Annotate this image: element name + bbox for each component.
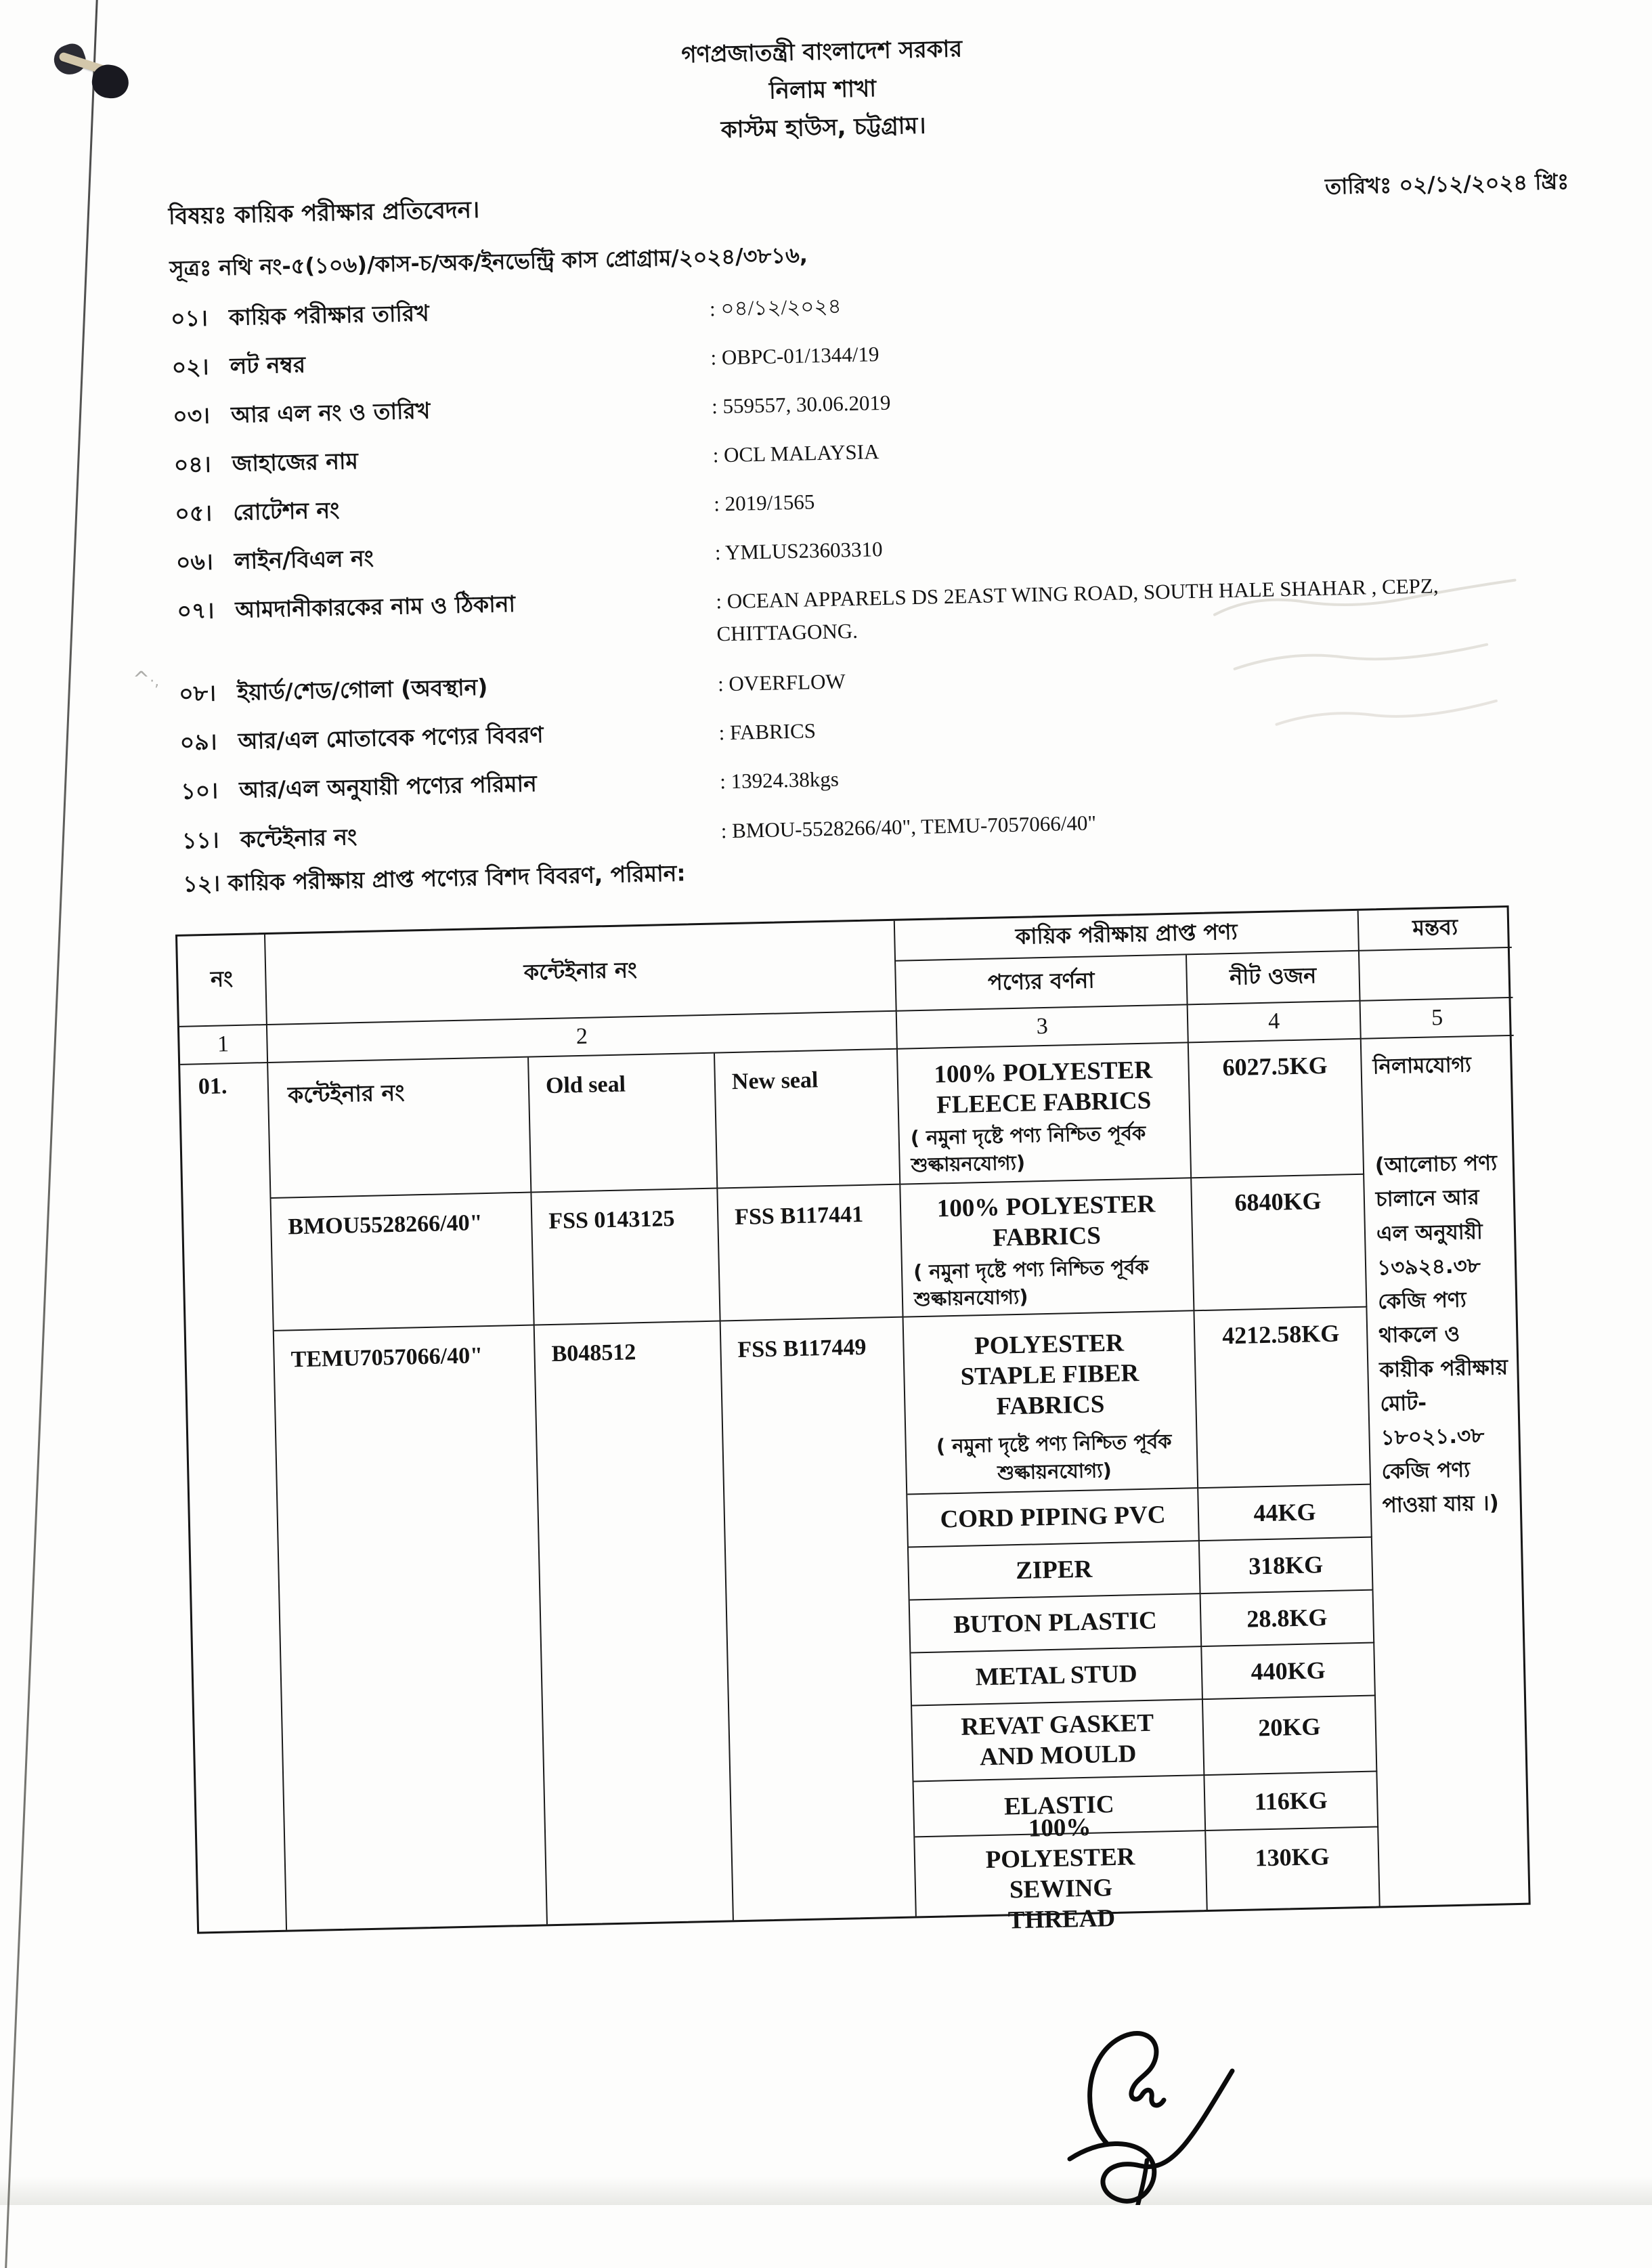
field-label: আর এল নং ও তারিখ [230,397,431,429]
goods-description-7: REVAT GASKET AND MOULD [912,1700,1204,1782]
field-no: ০৮। [178,679,217,708]
field-value: : OBPC-01/1344/19 [710,342,879,370]
remarks-cell [1362,1036,1533,1906]
document-sheet [154,0,1617,2155]
field-no: ১১। [181,826,219,854]
new-seal-value-cell-2: FSS B117449 [721,1318,917,1921]
page-edge-line [5,0,98,2268]
goods-weight-7: 20KG [1203,1696,1377,1776]
field-value: : ০৪/১২/২০২৪ [709,294,842,321]
goods-description-8: ELASTIC [914,1776,1207,1837]
goods-description-3: CORD PIPING PVC [907,1489,1200,1547]
th-description: পণ্যের বর্ণনা [896,955,1188,1011]
field-no: ১০। [180,777,219,805]
section-12-heading: ১২। কায়িক পরীক্ষায় প্রাপ্ত পণ্যের বিশদ বিবরণ, পরিমান: [182,859,686,897]
goods-weight-9: 130KG [1206,1827,1380,1910]
old-seal-value-cell-1: FSS 0143125 [531,1189,720,1326]
col-number-3: 3 [897,1005,1189,1049]
goods-weight-2: 4212.58KG [1194,1308,1371,1489]
field-label: লট নম্বর [230,351,306,380]
report-date: তারিখঃ ০২/১২/২০২৪ খ্রিঃ [1324,168,1569,200]
field-row-container-no [181,796,1550,859]
signature [1007,1999,1251,2205]
goods-weight-4: 318KG [1200,1538,1374,1595]
goods-name: 100% POLYESTER FLEECE FABRICS [934,1056,1153,1119]
field-label: কায়িক পরীক্ষার তারিখ [228,299,430,330]
field-value: : 559557, 30.06.2019 [711,390,891,419]
old-seal-value-cell-2: B048512 [535,1322,734,1925]
field-value: : 2019/1565 [713,490,815,516]
field-no: ০২। [171,353,209,381]
remarks-note: (আলোচ্য পণ্য চালানে আর এল অনুযায়ী ১৩৯২৪.৩৮ কেজি পণ্য থাকলে ও কায়ীক পরীক্ষায় মোট- ১৮০২১.৩৮ কেজি পণ্য পাওয়া যায় ।) [1374,1151,1508,1518]
branch-title: নিলাম শাখা [768,75,877,105]
goods-description-6: METAL STUD [911,1647,1203,1706]
field-no: ০১। [170,304,209,332]
field-row-importer [177,568,1546,662]
goods-description-0 [898,1043,1192,1184]
goods-name: POLYESTER STAPLE FIBER FABRICS [960,1329,1139,1421]
container-header-cell: কন্টেইনার নং [268,1058,531,1199]
subject-line: বিষয়ঃ কায়িক পরীক্ষার প্রতিবেদন। [168,196,480,230]
field-label: লাইন/বিএল নং [234,544,374,575]
field-label: জাহাজের নাম [232,448,359,477]
caret-mark: ^·, [133,668,160,691]
goods-weight-6: 440KG [1202,1644,1376,1700]
col-number-1: 1 [179,1025,268,1065]
field-label: আর/এল মোতাবেক পণ্যের বিবরণ [238,721,544,755]
field-no: ০৩। [172,402,211,429]
field-value: : FABRICS [718,719,817,745]
old-seal-header-cell: Old seal [529,1054,718,1193]
field-value: : OCL MALAYSIA [712,440,879,467]
col-number-5: 5 [1361,998,1514,1040]
field-label: আমদানীকারকের নাম ও ঠিকানা [235,591,516,624]
goods-weight-0: 6027.5KG [1189,1040,1364,1179]
field-value: : YMLUS23603310 [714,537,883,565]
goods-note: ( নমুনা দৃষ্টে পণ্য নিশ্চিত পূর্বক শুল্কায়নযোগ্য) [913,1255,1149,1311]
th-remarks: মন্তব্য [1359,907,1512,951]
goods-weight-8: 116KG [1204,1772,1378,1832]
field-label: ইয়ার্ড/শেড/গোলা (অবস্থান) [236,674,488,706]
field-value: : OCEAN APPARELS DS 2EAST WING ROAD, SOUTH HALE SHAHAR , CEPZ, CHITTAGONG. [716,574,1439,646]
goods-name: 100% POLYESTER FABRICS [936,1190,1156,1253]
serial-cell: 01. [180,1063,287,1932]
goods-weight-3: 44KG [1198,1485,1372,1542]
field-no: ০৬। [175,548,214,576]
th-net-weight: নীট ওজন [1187,951,1361,1006]
remarks-auctionable: নিলামযোগ্য [1372,1052,1472,1079]
goods-description-5: BUTON PLASTIC [910,1594,1202,1653]
th-container: কন্টেইনার নং [265,921,897,1025]
new-seal-value-cell-1: FSS B117441 [718,1185,903,1322]
goods-description-1 [900,1178,1194,1317]
office-title: কাস্টম হাউস, চট্টগ্রাম। [720,112,927,144]
goods-description-4: ZIPER [909,1541,1201,1600]
goods-note: ( নমুনা দৃষ্টে পণ্য নিশ্চিত পূর্বক শুল্কায়নযোগ্য) [936,1430,1172,1484]
reference-line: সূত্রঃ নথি নং-৫(১০৬)/কাস-চ/অক/ইনভেন্ট্রি কাস প্রোগ্রাম/২০২৪/৩৮১৬, [169,242,808,282]
goods-note: ( নমুনা দৃষ্টে পণ্য নিশ্চিত পূর্বক শুল্কায়নযোগ্য) [910,1121,1146,1177]
th-no: নং [177,935,267,1027]
field-label: কন্টেইনার নং [240,823,357,853]
field-value: : BMOU-5528266/40", TEMU-7057066/40" [720,810,1097,842]
examination-table [175,905,1531,1934]
th-remarks-blank [1360,948,1513,1002]
government-title: গণপ্রজাতন্ত্রী বাংলাদেশ সরকার [680,35,963,69]
new-seal-header-cell: New seal [715,1050,900,1189]
scan-bottom-grain [0,2167,1652,2205]
goods-weight-1: 6840KG [1192,1175,1367,1312]
field-value: : 13924.38kgs [719,767,840,794]
field-no: ০৭। [177,597,215,625]
document-header [154,18,1490,161]
th-found-goods: কায়িক পরীক্ষায় প্রাপ্ত পণ্য [895,911,1360,962]
goods-weight-5: 28.8KG [1201,1591,1375,1648]
goods-description-9: 100% POLYESTER SEWING THREAD [915,1831,1207,1916]
col-number-2: 2 [267,1012,898,1063]
field-list [171,275,1550,875]
col-number-4: 4 [1188,1002,1362,1044]
field-no: ০৫। [174,499,213,527]
field-no: ০৯। [179,728,217,756]
container-number-cell-2: TEMU7057066/40" [274,1326,548,1930]
field-value: : OVERFLOW [717,669,846,696]
field-no: ০৪। [173,450,211,478]
container-number-cell-1: BMOU5528266/40" [271,1193,535,1331]
field-label: রোটেশন নং [232,496,340,526]
field-label: আর/এল অনুযায়ী পণ্যের পরিমান [238,770,538,804]
goods-description-2 [904,1311,1199,1495]
subject-row [168,169,1569,238]
